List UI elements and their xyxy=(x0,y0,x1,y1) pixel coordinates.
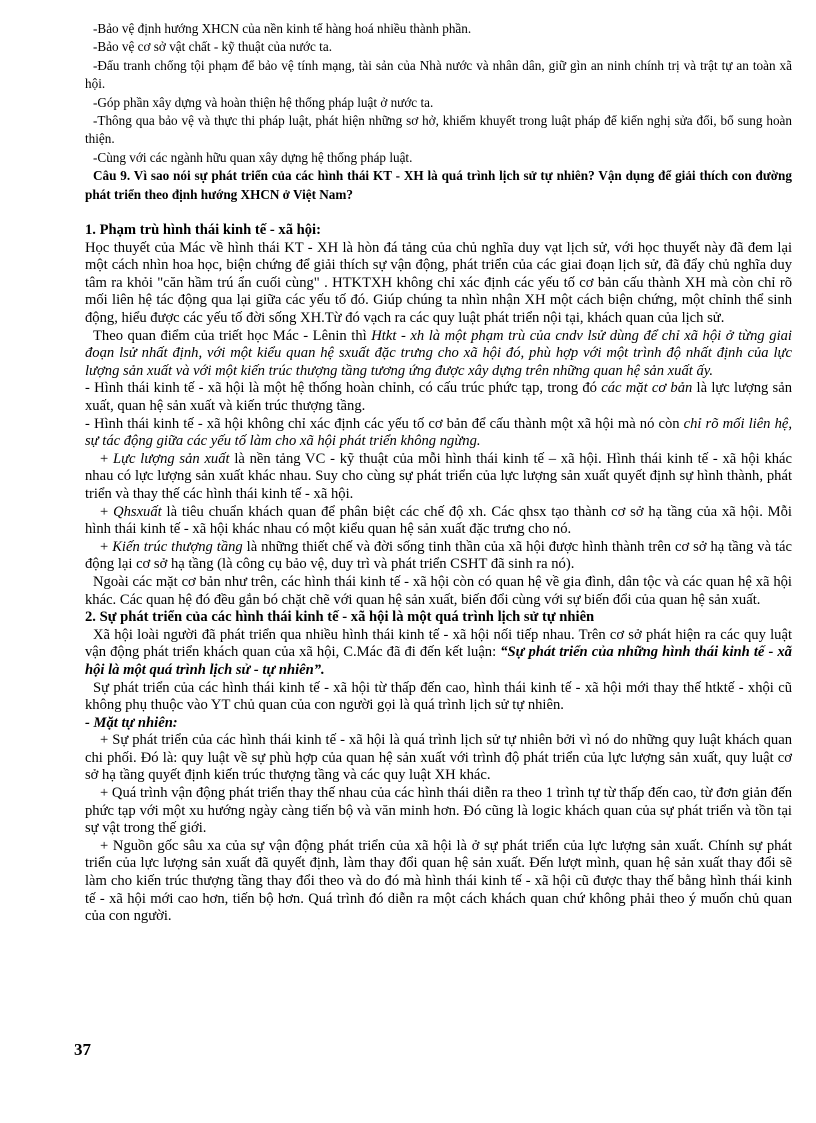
section-2-heading: 2. Sự phát triển của các hình thái kinh tế - xã hội là một quá trình lịch sử tự nhiên xyxy=(85,609,595,626)
paragraph: - Hình thái kinh tế - xã hội không chỉ xác định các yếu tố cơ bản để cấu thành một xã hội mà nó còn chỉ rõ mối liên hệ, sự tác động giữa các yếu tố làm cho xã hội phát triển không ngừng. xyxy=(85,415,792,450)
paragraph: + Qhsxuất là tiêu chuẩn khách quan để phân biệt các chế độ xh. Các qhsx tạo thành cơ sở hạ tầng của xã hội. Mỗi hình thái kinh tế - xã hội khác nhau có một kiểu quan hệ sản xuất đặc trưng cho nó. xyxy=(85,503,792,538)
list-item: -Đấu tranh chống tội phạm để bảo vệ tính mạng, tài sản của Nhà nước và nhân dân, giữ gìn an ninh chính trị và trật tự an toàn xã hội. xyxy=(85,57,792,92)
top-list xyxy=(85,20,792,167)
subheading: - Mặt tự nhiên: xyxy=(85,714,178,731)
section-2 xyxy=(85,609,792,926)
document-body xyxy=(85,20,792,926)
list-item: -Bảo vệ định hướng XHCN của nền kinh tế hàng hoá nhiều thành phần. xyxy=(93,21,472,36)
paragraph: Học thuyết của Mác về hình thái KT - XH là hòn đá tảng của chủ nghĩa duy vạt lịch sử, với học thuyết này đã đem lại một cách nhìn hoa học, biện chứng để giải thích sự vận động, phát triển của các giai đoạn lịch sử, đã đẩy chủ nghĩa duy tâm ra khỏi "căn hầm trú ẩn cuối cùng" . HTKTXH không chỉ xác định các yếu tố cơ bản cấu thành XH mà còn chỉ rõ mối liên hệ tác động qua lại giữa các yếu tố đó. Giúp chúng ta nhìn nhận XH một cách biện chứng, một chỉnh thể sinh động, hiểu được các yếu tố đời sống XH.Từ đó vạch ra các quy luật phát triển nội tại, khách quan của lịch sử. xyxy=(85,239,792,327)
section-1-heading: 1. Phạm trù hình thái kinh tế - xã hội: xyxy=(85,222,321,239)
list-item: -Bảo vệ cơ sở vật chất - kỹ thuật của nước ta. xyxy=(93,39,332,55)
paragraph: Sự phát triển của các hình thái kinh tế - xã hội từ thấp đến cao, hình thái kinh tế - xã hội mới thay thế htktế - xhội cũ không phụ thuộc vào YT chủ quan của con người gọi là quá trình lịch sử tự nhiên. xyxy=(85,679,792,714)
paragraph: - Hình thái kinh tế - xã hội là một hệ thống hoàn chỉnh, có cấu trúc phức tạp, trong đó các mặt cơ bản là lực lượng sản xuất, quan hệ sản xuất và kiến trúc thượng tầng. xyxy=(85,380,793,414)
section-1 xyxy=(85,222,792,609)
paragraph: Xã hội loài người đã phát triển qua nhiều hình thái kinh tế - xã hội nối tiếp nhau. Trên cơ sở phát hiện ra các quy luật vận động phát triển khách quan của xã hội, C.Mác đã đi đến kết luận: “Sự phát triển của những hình thái kinh tế - xã hội là một quá trình lịch sử - tự nhiên”. xyxy=(85,626,792,678)
page-number: 37 xyxy=(74,1040,91,1059)
paragraph: + Nguồn gốc sâu xa của sự vận động phát triển của xã hội là ở sự phát triển của lực lượng sản xuất. Chính sự phát triển của lực lượng sản xuất đã quyết định, làm thay đổi quan hệ sản xuất. Đến lượt mình, quan hệ sản xuất thay đổi sẽ làm cho kiến trúc thượng tầng thay đổi theo và do đó mà hình thái kinh tế - xã hội cũ được thay thế bằng hình thái kinh tế - xã hội mới cao hơn, tiến bộ hơn. Quá trình đó diễn ra một cách khách quan chứ không phải theo ý muốn chủ quan của con người. xyxy=(85,837,792,925)
question-heading: Câu 9. Vì sao nói sự phát triển của các hình thái KT - XH là quá trình lịch sử tự nhiên? Vận dụng để giải thích con đường phát triển theo định hướng XHCN ở Việt Nam? xyxy=(85,168,792,202)
paragraph: + Sự phát triển của các hình thái kinh tế - xã hội là quá trình lịch sử tự nhiên bởi vì nó do những quy luật khách quan chi phối. Đó là: quy luật về sự phù hợp của quan hệ sản xuất với trình độ phát triển của lực lượng sản xuất, quy luật cơ sở hạ tầng quyết định kiến trúc thượng tầng và các quy luật XH khác. xyxy=(85,732,792,784)
list-item: -Cùng với các ngành hữu quan xây dựng hệ thống pháp luật. xyxy=(93,149,413,165)
paragraph: + Lực lượng sản xuất là nền tảng VC - kỹ thuật của mỗi hình thái kinh tế – xã hội. Hình thái kinh tế - xã hội khác nhau có lực lượng sản xuất khác nhau. Suy cho cùng sự phát triển của lực lượng sản xuất quyết định sự hình thành, phát triển và thay thế các hình thái kinh tế - xã hội. xyxy=(85,450,792,502)
list-item: -Thông qua bảo vệ và thực thi pháp luật, phát hiện những sơ hở, khiếm khuyết trong luật pháp để kiến nghị sửa đổi, bổ sung hoàn thiện. xyxy=(85,113,792,147)
paragraph: Ngoài các mặt cơ bản như trên, các hình thái kinh tế - xã hội còn có quan hệ về gia đình, dân tộc và các quan hệ xã hội khác. Các quan hệ đó đều gắn bó chặt chẽ với quan hệ sản xuất, biến đổi cùng với sự biến đổi của quan hệ sản xuất. xyxy=(85,573,792,608)
paragraph: + Kiến trúc thượng tầng là những thiết chế và đời sống tinh thần của xã hội được hình thành trên cơ sở hạ tầng và tác động lại cơ sở hạ tầng (là công cụ bảo vệ, duy trì và phát triển CSHT đã sinh ra nó). xyxy=(85,538,792,573)
paragraph: Theo quan điểm của triết học Mác - Lênin thì Htkt - xh là một phạm trù của cndv lsử dùng để chỉ xã hội ở từng giai đoạn lsử nhất định, với một kiểu quan hệ sxuất đặc trưng cho xã hội đó, phù hợp với một trình độ nhất định của lực lượng sản xuất và với một kiến trúc thượng tầng tương ứng được xây dựng trên những quan hệ sản xuất ấy. xyxy=(85,327,792,379)
list-item: -Góp phần xây dựng và hoàn thiện hệ thống pháp luật ở nước ta. xyxy=(93,94,434,110)
paragraph: + Quá trình vận động phát triển thay thế nhau của các hình thái diễn ra theo 1 trình tự từ thấp đến cao, từ đơn giản đến phức tạp với một xu hướng ngày càng tiến bộ và văn minh hơn. Đó cũng là logic khách quan của sự phát triển và tồn tại sự vật trong thế giới. xyxy=(85,785,792,837)
